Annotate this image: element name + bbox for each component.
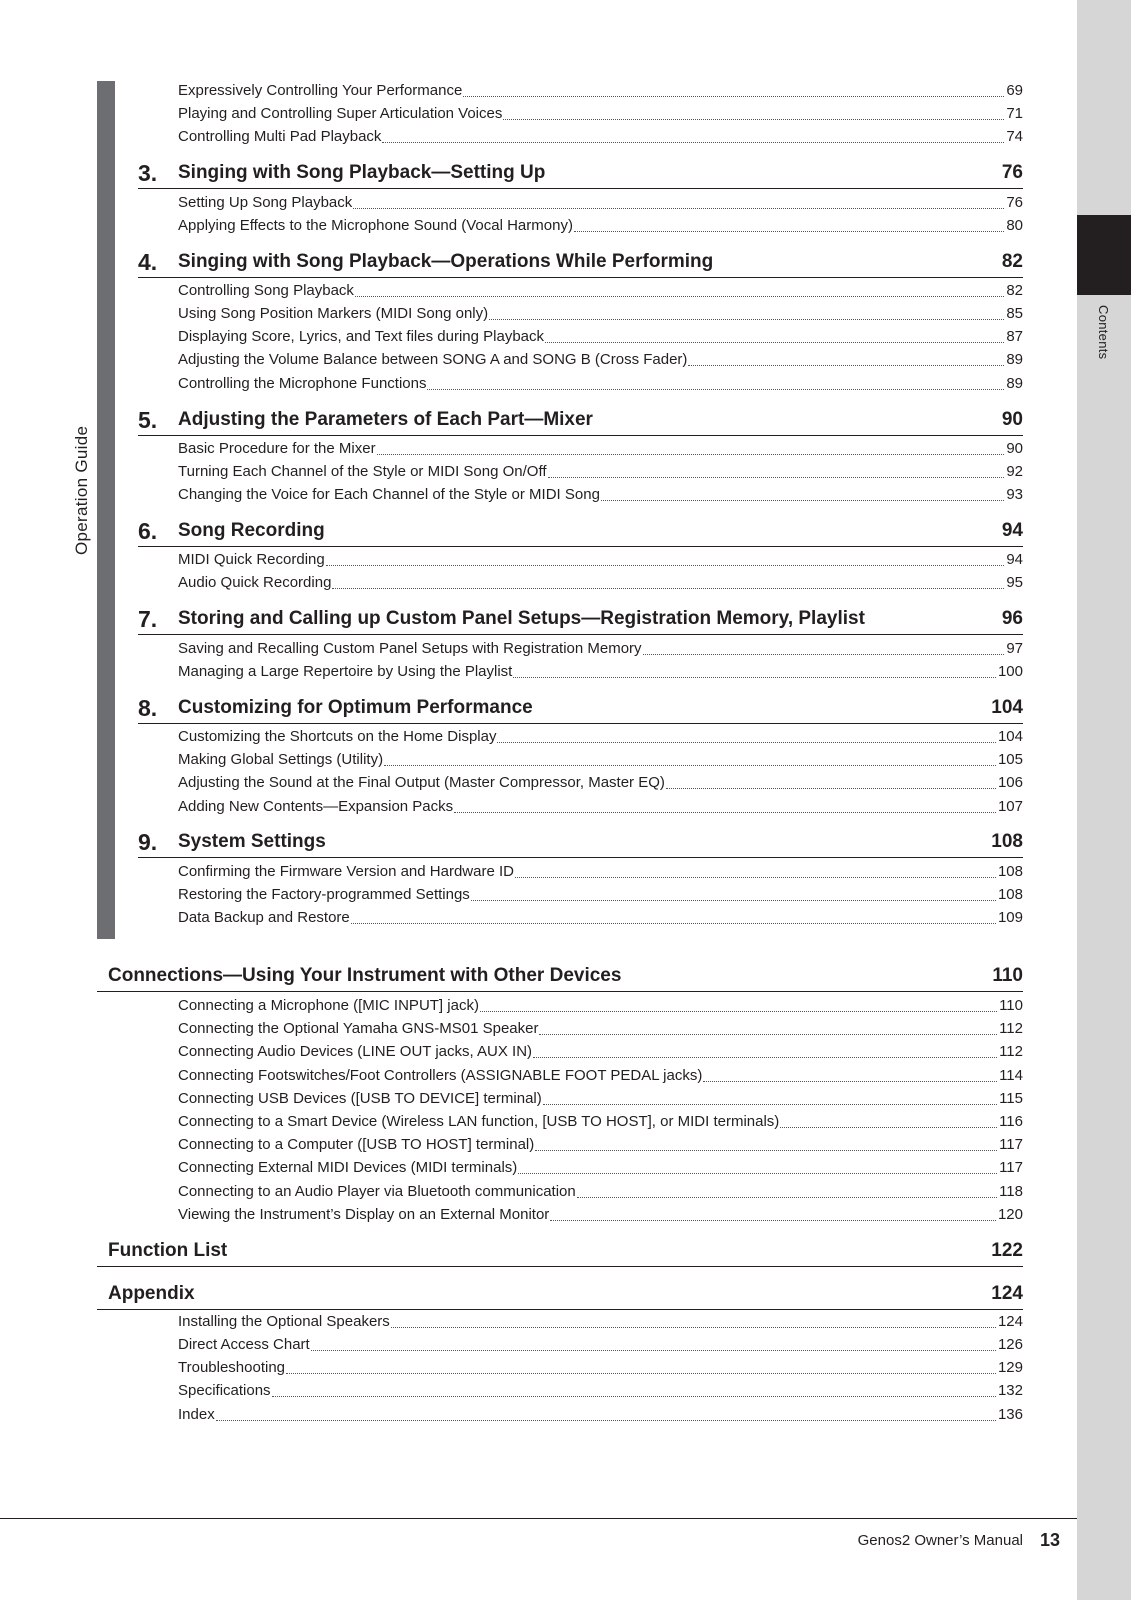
toc-leader-dots: [382, 142, 1004, 143]
toc-leader-dots: [463, 96, 1004, 97]
toc-entry: [178, 1017, 1023, 1039]
toc-leader-dots: [601, 500, 1004, 501]
toc-entry-page: 90: [1006, 440, 1023, 457]
toc-entry-page: 108: [997, 863, 1023, 880]
toc-entry-title: Restoring the Factory-programmed Settings: [178, 886, 470, 903]
toc-entry-page: 126: [997, 1336, 1023, 1353]
section-title: Appendix: [108, 1283, 195, 1304]
chapter-number: 5.: [138, 407, 158, 433]
chapter-page: 104: [991, 697, 1023, 718]
contents-tab-marker: [1077, 215, 1131, 295]
toc-entry-page: 124: [997, 1313, 1023, 1330]
toc-entry-title: Using Song Position Markers (MIDI Song only): [178, 305, 489, 322]
toc-entry: [178, 548, 1023, 570]
toc-entry-page: 94: [1006, 551, 1023, 568]
toc-entry-title: Expressively Controlling Your Performance: [178, 82, 463, 99]
toc-entry: [178, 994, 1023, 1016]
toc-entry: [178, 1356, 1023, 1378]
toc-entry-page: 93: [1006, 486, 1023, 503]
toc-entry: [178, 437, 1023, 459]
toc-leader-dots: [688, 365, 1004, 366]
toc-leader-dots: [216, 1420, 996, 1421]
toc-leader-dots: [332, 588, 1004, 589]
toc-leader-dots: [454, 812, 996, 813]
toc-entry: [178, 1156, 1023, 1178]
toc-entry-page: 106: [997, 774, 1023, 791]
toc-leader-dots: [353, 208, 1004, 209]
toc-entry-page: 117: [999, 1159, 1023, 1176]
toc-entry-title: Installing the Optional Speakers: [178, 1313, 390, 1330]
toc-entry: [178, 748, 1023, 770]
toc-section-heading: [97, 1279, 1023, 1310]
toc-entry-title: Connecting to an Audio Player via Bluetooth communication: [178, 1183, 576, 1200]
toc-entry-title: Saving and Recalling Custom Panel Setups with Registration Memory: [178, 640, 642, 657]
toc-entry-page: 118: [999, 1183, 1023, 1200]
toc-leader-dots: [480, 1011, 997, 1012]
toc-chapter-heading: [138, 604, 1023, 635]
toc-leader-dots: [272, 1396, 996, 1397]
toc-entry-title: Basic Procedure for the Mixer: [178, 440, 376, 457]
toc-leader-dots: [513, 677, 996, 678]
toc-leader-dots: [497, 742, 995, 743]
chapter-title: Singing with Song Playback—Operations While Performing: [178, 251, 714, 272]
toc-entry: [178, 348, 1023, 370]
chapter-number: 6.: [138, 518, 158, 544]
toc-leader-dots: [535, 1150, 997, 1151]
toc-entry-page: 87: [1006, 328, 1023, 345]
chapter-number: 9.: [138, 829, 158, 855]
toc-entry: [178, 102, 1023, 124]
contents-side-label: Contents: [1096, 305, 1111, 360]
toc-entry: [178, 1040, 1023, 1062]
toc-section-heading: [97, 1236, 1023, 1267]
toc-leader-dots: [666, 788, 996, 789]
chapter-title: Adjusting the Parameters of Each Part—Mixer: [178, 409, 593, 430]
toc-entry-title: Audio Quick Recording: [178, 574, 332, 591]
toc-entry: [178, 883, 1023, 905]
toc-section-heading: [97, 961, 1023, 992]
chapter-number: 7.: [138, 606, 158, 632]
toc-entry-title: Connecting External MIDI Devices (MIDI terminals): [178, 1159, 518, 1176]
toc-entry-page: 109: [997, 909, 1023, 926]
toc-entry-page: 85: [1006, 305, 1023, 322]
toc-entry-title: Controlling the Microphone Functions: [178, 375, 427, 392]
toc-entry: [178, 660, 1023, 682]
toc-entry-page: 69: [1006, 82, 1023, 99]
chapter-page: 96: [1001, 608, 1023, 629]
toc-entry-title: Displaying Score, Lyrics, and Text files during Playback: [178, 328, 545, 345]
toc-leader-dots: [311, 1350, 996, 1351]
toc-entry-title: Adding New Contents—Expansion Packs: [178, 798, 454, 815]
toc-entry: [178, 860, 1023, 882]
chapter-page: 90: [1001, 409, 1023, 430]
toc-entry-page: 105: [997, 751, 1023, 768]
toc-chapter-heading: [138, 827, 1023, 858]
toc-entry-page: 110: [999, 997, 1023, 1014]
toc-leader-dots: [550, 1220, 996, 1221]
toc-entry-title: Data Backup and Restore: [178, 909, 350, 926]
toc-entry-title: Connecting a Microphone ([MIC INPUT] jack): [178, 997, 479, 1014]
toc-entry-title: Playing and Controlling Super Articulation Voices: [178, 105, 503, 122]
toc-entry-title: Applying Effects to the Microphone Sound (Vocal Harmony): [178, 217, 573, 234]
toc-chapter-heading: [138, 247, 1023, 278]
toc-entry-page: 120: [997, 1206, 1023, 1223]
toc-entry-title: Connecting the Optional Yamaha GNS-MS01 Speaker: [178, 1020, 539, 1037]
toc-entry: [178, 1310, 1023, 1332]
toc-chapter-heading: [138, 405, 1023, 436]
section-title: Function List: [108, 1240, 228, 1261]
chapter-title: System Settings: [178, 831, 326, 852]
toc-entry-page: 71: [1006, 105, 1023, 122]
operation-guide-label: Operation Guide: [72, 425, 91, 555]
toc-entry-title: Index: [178, 1406, 215, 1423]
toc-entry: [178, 460, 1023, 482]
section-page: 124: [991, 1283, 1023, 1304]
toc-entry: [178, 1087, 1023, 1109]
toc-entry-page: 117: [999, 1136, 1023, 1153]
chapter-title: Customizing for Optimum Performance: [178, 697, 533, 718]
toc-entry-page: 76: [1006, 194, 1023, 211]
toc-entry-title: Connecting USB Devices ([USB TO DEVICE] terminal): [178, 1090, 542, 1107]
toc-entry: [178, 1203, 1023, 1225]
toc-entry: [178, 1064, 1023, 1086]
toc-leader-dots: [326, 565, 1005, 566]
section-title: Connections—Using Your Instrument with Other Devices: [108, 965, 622, 986]
section-page: 110: [992, 965, 1023, 986]
section-page: 122: [991, 1240, 1023, 1261]
toc-entry-page: 82: [1006, 282, 1023, 299]
toc-entry: [178, 906, 1023, 928]
toc-entry: [178, 1110, 1023, 1132]
toc-entry: [178, 125, 1023, 147]
chapter-title: Storing and Calling up Custom Panel Setups—Registration Memory, Playlist: [178, 608, 865, 629]
toc-entry: [178, 325, 1023, 347]
toc-entry-title: Turning Each Channel of the Style or MIDI Song On/Off: [178, 463, 547, 480]
toc-entry-page: 95: [1006, 574, 1023, 591]
toc-chapter-heading: [138, 516, 1023, 547]
toc-entry-page: 112: [999, 1043, 1023, 1060]
toc-entry: [178, 302, 1023, 324]
toc-entry-page: 80: [1006, 217, 1023, 234]
toc-entry-page: 74: [1006, 128, 1023, 145]
toc-leader-dots: [703, 1081, 997, 1082]
toc-entry-page: 136: [997, 1406, 1023, 1423]
toc-leader-dots: [427, 389, 1004, 390]
toc-entry-title: Connecting to a Computer ([USB TO HOST] terminal): [178, 1136, 535, 1153]
toc-entry: [178, 279, 1023, 301]
toc-entry-page: 104: [997, 728, 1023, 745]
toc-leader-dots: [548, 477, 1005, 478]
toc-chapter-heading: [138, 158, 1023, 189]
toc-leader-dots: [489, 319, 1004, 320]
toc-entry-title: Connecting Footswitches/Foot Controllers (ASSIGNABLE FOOT PEDAL jacks): [178, 1067, 703, 1084]
toc-leader-dots: [515, 877, 996, 878]
toc-entry-page: 89: [1006, 351, 1023, 368]
chapter-page: 108: [991, 831, 1023, 852]
toc-entry-title: Specifications: [178, 1382, 271, 1399]
toc-entry-page: 129: [997, 1359, 1023, 1376]
toc-entry: [178, 191, 1023, 213]
toc-leader-dots: [543, 1104, 997, 1105]
toc-entry-title: MIDI Quick Recording: [178, 551, 325, 568]
toc-entry-title: Connecting Audio Devices (LINE OUT jacks, AUX IN): [178, 1043, 533, 1060]
chapter-title: Singing with Song Playback—Setting Up: [178, 162, 546, 183]
toc-entry-page: 108: [997, 886, 1023, 903]
toc-leader-dots: [643, 654, 1005, 655]
chapter-title: Song Recording: [178, 520, 325, 541]
toc-chapter-heading: [138, 693, 1023, 724]
chapter-number: 8.: [138, 695, 158, 721]
toc-entry-page: 132: [997, 1382, 1023, 1399]
toc-leader-dots: [518, 1173, 997, 1174]
toc-entry-title: Customizing the Shortcuts on the Home Display: [178, 728, 497, 745]
toc-leader-dots: [545, 342, 1004, 343]
toc-leader-dots: [533, 1057, 997, 1058]
toc-leader-dots: [539, 1034, 997, 1035]
toc-entry-title: Setting Up Song Playback: [178, 194, 353, 211]
toc-entry-page: 92: [1006, 463, 1023, 480]
toc-leader-dots: [377, 454, 1005, 455]
toc-leader-dots: [351, 923, 996, 924]
chapter-number: 4.: [138, 249, 158, 275]
toc-entry: [178, 214, 1023, 236]
toc-entry: [178, 571, 1023, 593]
toc-entry: [178, 795, 1023, 817]
toc-leader-dots: [384, 765, 996, 766]
toc-leader-dots: [503, 119, 1004, 120]
toc-entry-title: Adjusting the Volume Balance between SONG A and SONG B (Cross Fader): [178, 351, 688, 368]
toc-entry-page: 116: [999, 1113, 1023, 1130]
toc-entry-title: Connecting to a Smart Device (Wireless LAN function, [USB TO HOST], or MIDI terminals): [178, 1113, 780, 1130]
toc-entry-title: Troubleshooting: [178, 1359, 286, 1376]
toc-entry-title: Adjusting the Sound at the Final Output (Master Compressor, Master EQ): [178, 774, 665, 791]
toc-entry: [178, 637, 1023, 659]
toc-entry: [178, 483, 1023, 505]
toc-entry: [178, 1403, 1023, 1425]
toc-leader-dots: [286, 1373, 996, 1374]
toc-entry-page: 112: [999, 1020, 1023, 1037]
toc-leader-dots: [780, 1127, 997, 1128]
toc-entry: [178, 1133, 1023, 1155]
toc-leader-dots: [355, 296, 1004, 297]
toc-entry-title: Making Global Settings (Utility): [178, 751, 384, 768]
footer-rule: [0, 1518, 1077, 1519]
toc-entry-title: Controlling Song Playback: [178, 282, 354, 299]
toc-leader-dots: [574, 231, 1004, 232]
toc-entry: [178, 1333, 1023, 1355]
toc-entry-title: Confirming the Firmware Version and Hardware ID: [178, 863, 514, 880]
footer-manual-title: Genos2 Owner’s Manual: [857, 1532, 1023, 1549]
toc-leader-dots: [471, 900, 996, 901]
toc-entry-page: 115: [999, 1090, 1023, 1107]
footer-page-number: 13: [1040, 1530, 1061, 1550]
toc-entry: [178, 79, 1023, 101]
chapter-page: 82: [1001, 251, 1023, 272]
toc-entry: [178, 1379, 1023, 1401]
toc-entry-title: Changing the Voice for Each Channel of the Style or MIDI Song: [178, 486, 600, 503]
toc-entry-title: Direct Access Chart: [178, 1336, 310, 1353]
chapter-page: 94: [1001, 520, 1023, 541]
chapter-number: 3.: [138, 160, 158, 186]
toc-entry: [178, 771, 1023, 793]
toc-leader-dots: [577, 1197, 997, 1198]
operation-guide-bar: [97, 81, 115, 939]
toc-entry-title: Viewing the Instrument’s Display on an External Monitor: [178, 1206, 550, 1223]
chapter-page: 76: [1001, 162, 1023, 183]
toc-entry-page: 107: [997, 798, 1023, 815]
toc-entry-title: Controlling Multi Pad Playback: [178, 128, 382, 145]
toc-entry-title: Managing a Large Repertoire by Using the Playlist: [178, 663, 513, 680]
toc-entry-page: 100: [997, 663, 1023, 680]
toc-entry-page: 114: [999, 1067, 1023, 1084]
toc-entry-page: 97: [1006, 640, 1023, 657]
toc-leader-dots: [391, 1327, 996, 1328]
toc-entry: [178, 372, 1023, 394]
toc-entry: [178, 1180, 1023, 1202]
toc-entry-page: 89: [1006, 375, 1023, 392]
toc-entry: [178, 725, 1023, 747]
